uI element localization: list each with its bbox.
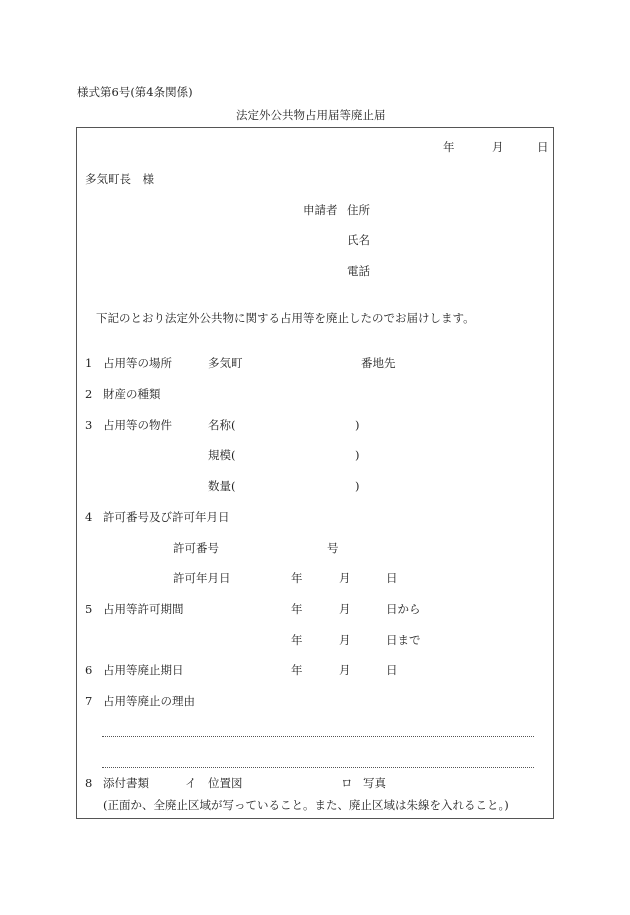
item-label: 許可番号及び許可年月日 xyxy=(103,510,230,524)
item-label: 占用等許可期間 xyxy=(103,602,184,616)
object-name-label: 名称( xyxy=(208,418,236,432)
applicant-address-label: 住所 xyxy=(347,203,370,217)
period-end-year: 年 xyxy=(291,633,303,647)
permit-year: 年 xyxy=(291,571,303,585)
period-end-month: 月 xyxy=(339,633,351,647)
attachment-note: (正面か、全廃止区域が写っていること。また、廃止区域は朱線を入れること。) xyxy=(103,798,509,812)
permit-number-suffix: 号 xyxy=(327,541,339,555)
object-quantity-label: 数量( xyxy=(208,479,236,493)
applicant-name-label: 氏名 xyxy=(347,233,370,247)
item-label: 添付書類 xyxy=(103,776,149,790)
intro-text: 下記のとおり法定外公共物に関する占用等を廃止したのでお届けします。 xyxy=(96,311,475,325)
attachment-b-label: 写真 xyxy=(363,776,386,790)
document-title: 法定外公共物占用届等廃止届 xyxy=(236,108,386,122)
period-start-month: 月 xyxy=(339,602,351,616)
object-name-close: ) xyxy=(355,418,360,432)
object-scale-label: 規模( xyxy=(208,448,236,462)
item-number: 6 xyxy=(85,663,93,677)
item-number: 5 xyxy=(85,602,93,616)
abolition-month: 月 xyxy=(339,663,351,677)
item-label: 占用等廃止期日 xyxy=(103,663,184,677)
item-label: 占用等の場所 xyxy=(103,356,172,370)
item-label: 財産の種類 xyxy=(103,387,161,401)
date-month: 月 xyxy=(492,140,504,154)
abolition-day: 日 xyxy=(386,663,398,677)
date-day: 日 xyxy=(537,140,549,154)
item-label: 占用等廃止の理由 xyxy=(103,694,195,708)
object-scale-close: ) xyxy=(355,448,360,462)
addressee: 多気町長 様 xyxy=(85,172,154,186)
date-year: 年 xyxy=(443,140,455,154)
item-number: 2 xyxy=(85,387,93,401)
item-number: 8 xyxy=(85,776,93,790)
reason-line xyxy=(102,767,534,768)
permit-day: 日 xyxy=(386,571,398,585)
permit-month: 月 xyxy=(339,571,351,585)
abolition-year: 年 xyxy=(291,663,303,677)
permit-number-label: 許可番号 xyxy=(173,541,219,555)
attachment-a-label: 位置図 xyxy=(208,776,243,790)
period-start-day: 日から xyxy=(386,602,421,616)
applicant-phone-label: 電話 xyxy=(347,264,370,278)
permit-date-label: 許可年月日 xyxy=(173,571,231,585)
attachment-a-mark: イ xyxy=(185,776,197,790)
location-town: 多気町 xyxy=(208,356,243,370)
item-number: 7 xyxy=(85,694,93,708)
attachment-b-mark: ロ xyxy=(341,776,353,790)
object-quantity-close: ) xyxy=(355,479,360,493)
reason-line xyxy=(102,736,534,737)
item-number: 1 xyxy=(85,356,93,370)
location-suffix: 番地先 xyxy=(361,356,396,370)
period-end-day: 日まで xyxy=(386,633,421,647)
form-box xyxy=(76,127,554,819)
applicant-label: 申請者 xyxy=(303,203,338,217)
item-label: 占用等の物件 xyxy=(103,418,172,432)
period-start-year: 年 xyxy=(291,602,303,616)
item-number: 3 xyxy=(85,418,93,432)
item-number: 4 xyxy=(85,510,93,524)
form-number: 様式第6号(第4条関係) xyxy=(77,85,193,99)
